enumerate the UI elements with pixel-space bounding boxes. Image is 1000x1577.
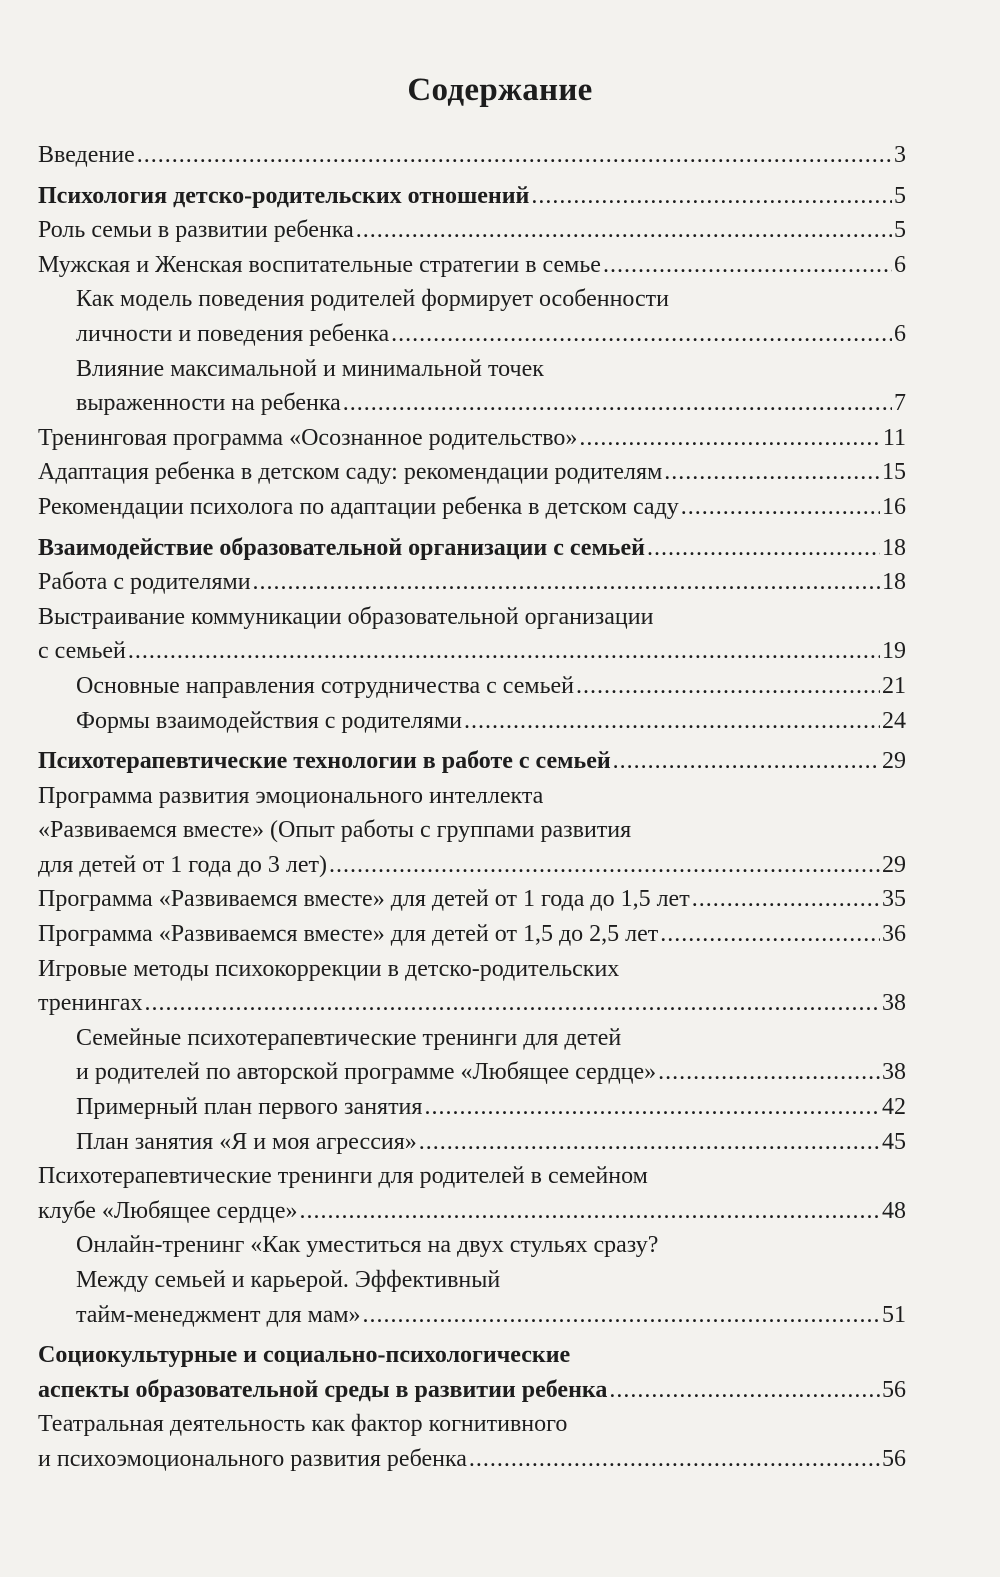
toc-entry-line xyxy=(38,634,906,669)
toc-page-number: 11 xyxy=(882,424,906,451)
toc-entry-text: Влияние максимальной и минимальной точек xyxy=(76,355,544,382)
dot-leader xyxy=(647,531,880,566)
toc-page-number: 38 xyxy=(882,1059,906,1086)
toc-page-number: 15 xyxy=(882,459,906,486)
toc-entry-line xyxy=(38,848,906,883)
toc-subentry xyxy=(38,1021,906,1090)
dot-leader xyxy=(681,490,880,525)
toc-subentry xyxy=(38,1090,906,1125)
toc-entry xyxy=(38,1159,906,1228)
toc-entry-text: Игровые методы психокоррекции в детско-родительских xyxy=(38,955,620,982)
dot-leader xyxy=(692,882,880,917)
toc-entry xyxy=(38,779,906,883)
toc-subentry xyxy=(38,352,906,421)
dot-leader xyxy=(329,848,880,883)
toc-subentry xyxy=(38,282,906,351)
toc-entry-text: Психология детско-родительских отношений xyxy=(38,182,530,209)
table-of-contents xyxy=(38,138,906,1477)
toc-entry-line xyxy=(38,917,906,952)
toc-page-number: 21 xyxy=(882,672,906,699)
toc-entry xyxy=(38,213,906,248)
toc-section-heading xyxy=(38,531,906,566)
toc-entry-line xyxy=(38,986,906,1021)
toc-entry-line xyxy=(38,138,906,173)
toc-entry-text: Театральная деятельность как фактор когнитивного xyxy=(38,1411,568,1438)
toc-entry-text: Тренинговая программа «Осознанное родительство» xyxy=(38,424,578,451)
toc-entry-text: тайм-менеджмент для мам» xyxy=(76,1301,361,1328)
toc-entry-line xyxy=(38,565,906,600)
toc-entry-line xyxy=(38,531,906,566)
dot-leader xyxy=(609,1373,880,1408)
toc-page-number: 42 xyxy=(882,1094,906,1121)
toc-page-number: 6 xyxy=(894,320,906,347)
dot-leader xyxy=(253,565,880,600)
dot-leader xyxy=(343,386,892,421)
toc-entry-text: и родителей по авторской программе «Любящее сердце» xyxy=(76,1059,657,1086)
toc-entry-line xyxy=(76,1090,906,1125)
toc-entry-line xyxy=(76,1298,906,1333)
toc-entry-text: с семьей xyxy=(38,638,126,665)
toc-page-number: 29 xyxy=(882,748,906,775)
toc-page-number: 38 xyxy=(882,990,906,1017)
toc-entry-line xyxy=(38,1194,906,1229)
toc-entry-line xyxy=(38,490,906,525)
toc-page-number: 45 xyxy=(882,1128,906,1155)
toc-entry-line xyxy=(76,1125,906,1160)
toc-entry-line xyxy=(38,1373,906,1408)
dot-leader xyxy=(356,213,892,248)
toc-entry-text: и психоэмоционального развития ребенка xyxy=(38,1445,467,1472)
toc-entry-line xyxy=(76,704,906,739)
toc-page-number: 16 xyxy=(882,493,906,520)
toc-entry-text: Взаимодействие образовательной организации с семьей xyxy=(38,534,645,561)
toc-subentry xyxy=(38,704,906,739)
toc-entry xyxy=(38,565,906,600)
toc-entry-text: аспекты образовательной среды в развитии ребенка xyxy=(38,1376,608,1403)
toc-entry-text: Выстраивание коммуникации образовательной организации xyxy=(38,603,654,630)
dot-leader xyxy=(363,1298,880,1333)
toc-subentry xyxy=(38,1228,906,1332)
toc-page-number: 18 xyxy=(882,534,906,561)
dot-leader xyxy=(469,1442,880,1477)
toc-entry-text: Роль семьи в развитии ребенка xyxy=(38,217,354,244)
toc-entry-line xyxy=(76,386,906,421)
toc-entry-text: Программа «Развиваемся вместе» для детей от 1 года до 1,5 лет xyxy=(38,886,690,913)
toc-entry-text: Семейные психотерапевтические тренинги для детей xyxy=(76,1024,622,1051)
toc-entry-text: Онлайн-тренинг «Как уместиться на двух стульях сразу? xyxy=(76,1232,659,1259)
toc-entry-line xyxy=(38,248,906,283)
toc-page-number: 18 xyxy=(882,569,906,596)
toc-page-number: 35 xyxy=(882,886,906,913)
toc-page-number: 19 xyxy=(882,638,906,665)
dot-leader xyxy=(391,317,892,352)
toc-page-number: 56 xyxy=(882,1445,906,1472)
toc-entry-text: Между семьей и карьерой. Эффективный xyxy=(76,1267,501,1293)
toc-page-number: 36 xyxy=(882,921,906,948)
toc-entry xyxy=(38,248,906,283)
toc-page-number: 56 xyxy=(882,1376,906,1403)
toc-entry-text: Рекомендации психолога по адаптации ребенка в детском саду xyxy=(38,493,679,520)
toc-page-number: 24 xyxy=(882,707,906,734)
dot-leader xyxy=(613,744,880,779)
dot-leader xyxy=(658,1055,880,1090)
dot-leader xyxy=(579,421,880,456)
toc-entry-text: Программа развития эмоционального интеллекта xyxy=(38,782,544,809)
toc-entry-line xyxy=(38,455,906,490)
dot-leader xyxy=(128,634,880,669)
toc-entry xyxy=(38,952,906,1021)
toc-entry-line xyxy=(38,744,906,779)
toc-entry-line xyxy=(76,1055,906,1090)
toc-entry-text: Мужская и Женская воспитательные стратегии в семье xyxy=(38,251,601,278)
toc-entry-text: тренингах xyxy=(38,990,143,1017)
toc-page-number: 5 xyxy=(894,182,906,209)
toc-section-heading xyxy=(38,1338,906,1407)
dot-leader xyxy=(576,669,880,704)
toc-subentry xyxy=(38,669,906,704)
dot-leader xyxy=(660,917,880,952)
toc-entry-text: Основные направления сотрудничества с семьей xyxy=(76,672,575,699)
toc-page-number: 7 xyxy=(894,390,906,417)
toc-entry-text: Формы взаимодействия с родителями xyxy=(76,707,462,734)
dot-leader xyxy=(419,1125,880,1160)
page-title: Содержание xyxy=(407,72,593,108)
toc-page-number: 51 xyxy=(882,1301,906,1328)
toc-entry-line xyxy=(38,179,906,214)
toc-page-number: 3 xyxy=(894,142,906,168)
toc-entry xyxy=(38,490,906,525)
toc-entry-line xyxy=(38,1442,906,1477)
toc-entry-text: для детей от 1 года до 3 лет) xyxy=(38,851,327,878)
toc-entry-text: Как модель поведения родителей формирует особенности xyxy=(76,286,670,313)
toc-page-number: 6 xyxy=(894,251,906,278)
toc-page-number: 48 xyxy=(882,1197,906,1224)
toc-entry-text: Работа с родителями xyxy=(38,569,251,596)
toc-entry-text: Программа «Развиваемся вместе» для детей от 1,5 до 2,5 лет xyxy=(38,921,659,948)
toc-entry-text: План занятия «Я и моя агрессия» xyxy=(76,1128,417,1155)
toc-entry-text: Психотерапевтические тренинги для родителей в семейном xyxy=(38,1163,648,1190)
toc-entry-line xyxy=(38,213,906,248)
dot-leader xyxy=(531,179,892,214)
dot-leader xyxy=(144,986,880,1021)
dot-leader xyxy=(464,704,880,739)
toc-entry xyxy=(38,882,906,917)
toc-entry-text: «Развиваемся вместе» (Опыт работы с группами развития xyxy=(38,817,632,844)
toc-section-heading xyxy=(38,744,906,779)
dot-leader xyxy=(300,1194,881,1229)
dot-leader xyxy=(603,248,892,283)
toc-page-number: 29 xyxy=(882,851,906,878)
toc-page-number: 5 xyxy=(894,217,906,244)
toc-entry-text: Психотерапевтические технологии в работе с семьей xyxy=(38,748,611,775)
toc-entry-text: Адаптация ребенка в детском саду: рекомендации родителям xyxy=(38,459,663,486)
toc-subentry xyxy=(38,1125,906,1160)
toc-entry xyxy=(38,455,906,490)
toc-entry-text: Социокультурные и социально-психологические xyxy=(38,1342,571,1369)
toc-entry xyxy=(38,138,906,173)
toc-entry-text: клубе «Любящее сердце» xyxy=(38,1197,298,1224)
toc-entry-line xyxy=(38,882,906,917)
toc-entry-text: личности и поведения ребенка xyxy=(76,320,390,347)
toc-entry xyxy=(38,600,906,669)
toc-section-heading xyxy=(38,179,906,214)
toc-entry-text: Примерный план первого занятия xyxy=(76,1094,423,1121)
toc-entry-line xyxy=(76,669,906,704)
toc-entry-line xyxy=(38,421,906,456)
toc-entry-text: Введение xyxy=(38,142,135,168)
dot-leader xyxy=(664,455,880,490)
toc-entry xyxy=(38,917,906,952)
toc-entry-line xyxy=(76,317,906,352)
toc-entry-text: выраженности на ребенка xyxy=(76,390,341,417)
toc-entry xyxy=(38,421,906,456)
dot-leader xyxy=(424,1090,880,1125)
dot-leader xyxy=(137,138,892,173)
toc-entry xyxy=(38,1407,906,1476)
